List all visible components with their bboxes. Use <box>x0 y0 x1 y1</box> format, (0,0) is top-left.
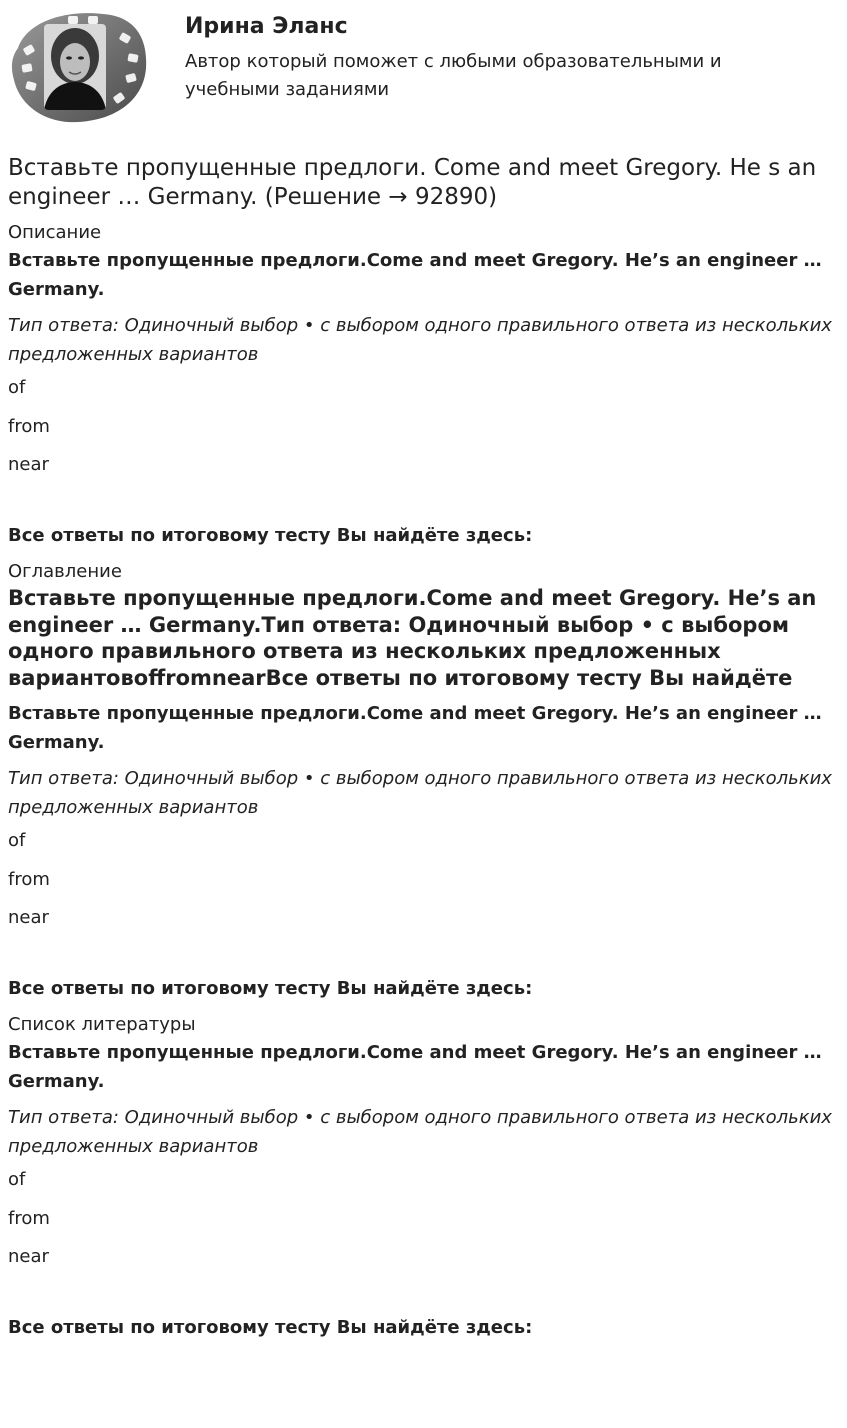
bibliography-section <box>8 1012 839 1341</box>
author-name[interactable]: Ирина Эланс <box>185 14 348 39</box>
option-of: of <box>8 377 26 398</box>
question-text: Вставьте пропущенные предлоги.Come and meet Gregory. He’s an engineer … Germany. <box>8 1042 822 1092</box>
toc-section <box>8 559 839 1002</box>
toc-heading: Вставьте пропущенные предлоги.Come and meet Gregory. He’s an engineer … Germany.Тип ответа: Одиночный выбор • с выбором одного правильного ответа из нескольких предложенных вариантовoffromnearВсе ответы по итоговому тесту Вы найдёте <box>8 586 817 690</box>
option-of: of <box>8 1169 26 1190</box>
section-label-toc: Оглавление <box>8 561 122 582</box>
answer-type: Тип ответа: Одиночный выбор • с выбором одного правильного ответа из нескольких предложенных вариантов <box>8 768 832 818</box>
option-near: near <box>8 1246 49 1267</box>
answer-type: Тип ответа: Одиночный выбор • с выбором одного правильного ответа из нескольких предложенных вариантов <box>8 315 832 365</box>
question-text: Вставьте пропущенные предлоги.Come and meet Gregory. He’s an engineer … Germany. <box>8 250 822 300</box>
question-text: Вставьте пропущенные предлоги.Come and meet Gregory. He’s an engineer … Germany. <box>8 703 822 753</box>
all-answers-text: Все ответы по итоговому тесту Вы найдёте здесь: <box>8 1317 533 1338</box>
section-label-bibliography: Список литературы <box>8 1014 196 1035</box>
author-card <box>8 0 839 132</box>
section-label-description: Описание <box>8 222 102 243</box>
answer-type: Тип ответа: Одиночный выбор • с выбором одного правильного ответа из нескольких предложенных вариантов <box>8 1107 832 1157</box>
option-near: near <box>8 454 49 475</box>
author-avatar[interactable] <box>8 8 150 126</box>
avatar-image <box>8 8 150 126</box>
option-from: from <box>8 1207 50 1229</box>
author-info <box>185 8 785 104</box>
page-title: Вставьте пропущенные предлоги. Come and meet Gregory. He s an engineer … Germany. (Решение → 92890) <box>8 155 817 210</box>
all-answers-text: Все ответы по итоговому тесту Вы найдёте здесь: <box>8 525 533 546</box>
author-description: Автор который поможет с любыми образовательными и учебными заданиями <box>185 51 722 100</box>
option-from: from <box>8 868 50 890</box>
all-answers-text: Все ответы по итоговому тесту Вы найдёте здесь: <box>8 978 533 999</box>
option-near: near <box>8 907 49 928</box>
option-from: from <box>8 415 50 437</box>
description-section <box>8 220 839 549</box>
option-of: of <box>8 830 26 851</box>
